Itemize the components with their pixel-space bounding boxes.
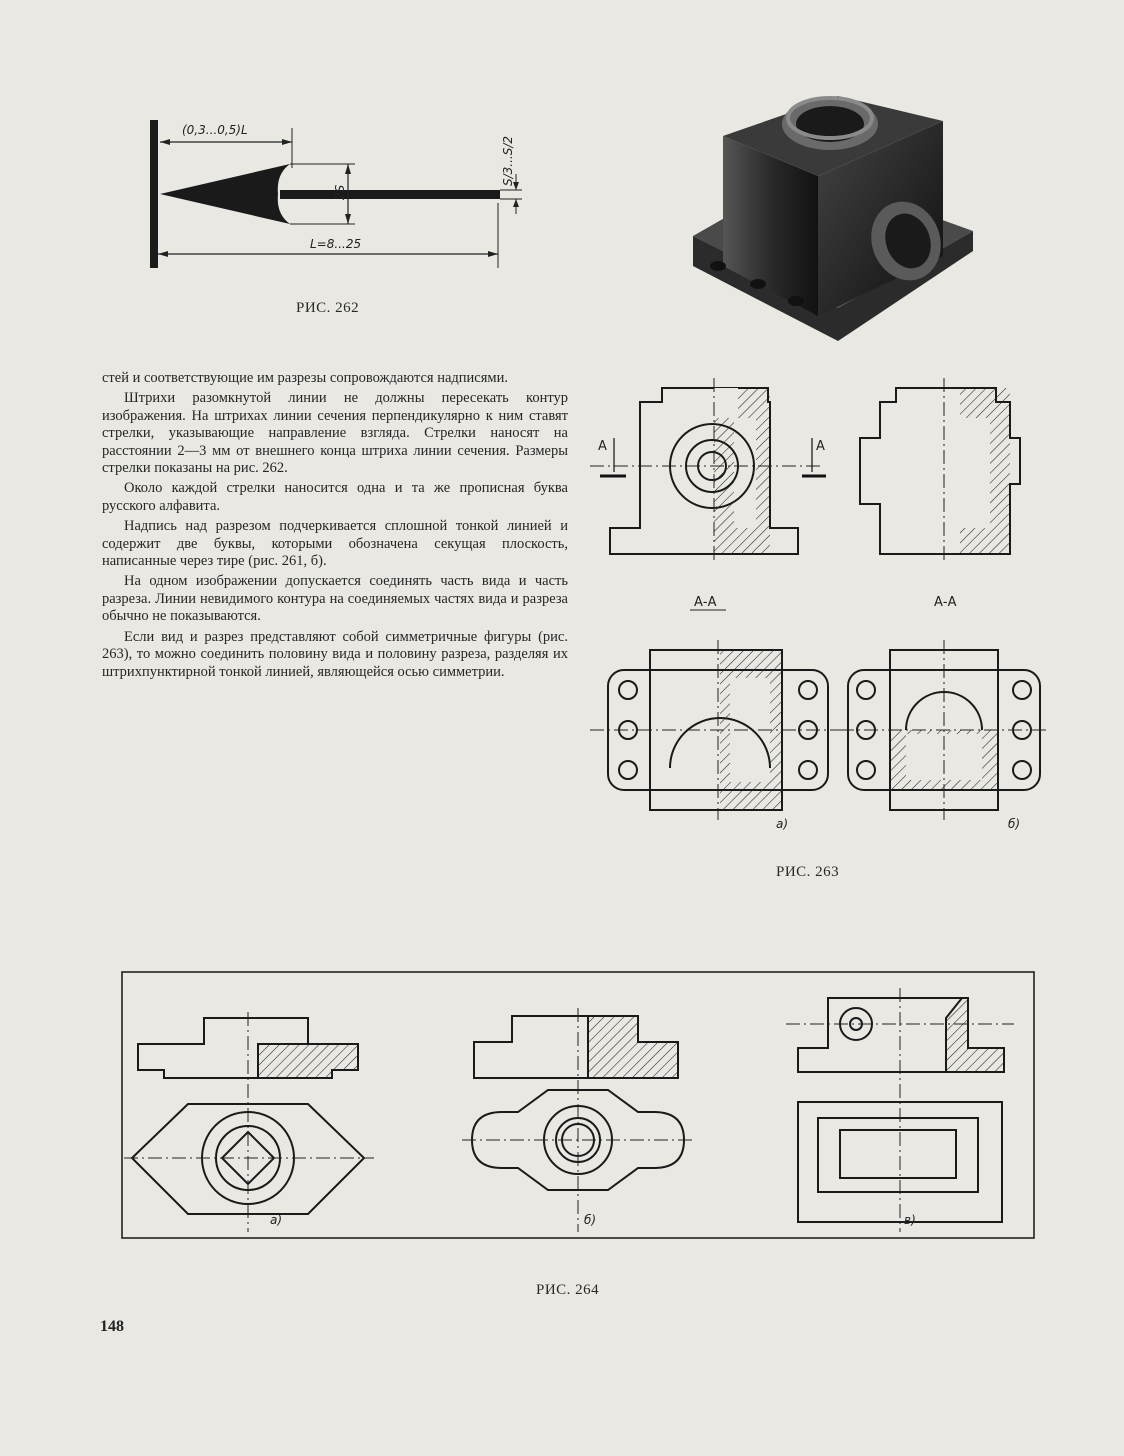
page-number: 148 bbox=[100, 1318, 124, 1335]
paragraph-4: Надпись над разрезом подчеркивается сплошной тонкой линией и содержит две буквы, которыми обозначена секущая плоскость, написанные через тире (рис. 261, б). bbox=[102, 518, 568, 570]
fig264-sub-a: а) bbox=[270, 1213, 283, 1227]
fig263-section-label-a: А-А bbox=[694, 595, 717, 610]
paragraph-1: стей и соответствующие им разрезы сопровождаются надписями. bbox=[102, 370, 508, 386]
body-text bbox=[102, 370, 568, 684]
paragraph-2: Штрихи разомкнутой линии не должны пересекать контур изображения. На штрихах линии сечения перпендикулярно к ним ставят стрелки, указывающие направление взгляда. Стрелки наносят на расстоянии 2—3 мм от внешнего конца штриха линии сечения. Размеры стрелки показаны на рис. 262. bbox=[102, 390, 568, 477]
fig263-3d-part-image bbox=[688, 76, 988, 356]
fig263-caption: РИС. 263 bbox=[776, 864, 840, 880]
fig263-cut-letter-left: A bbox=[598, 439, 607, 454]
fig264-caption: РИС. 264 bbox=[536, 1282, 600, 1298]
fig262-dim-s: S/3...S/2 bbox=[501, 135, 515, 186]
fig263-sub-a: а) bbox=[776, 817, 789, 831]
fig264-exercise-panel bbox=[118, 968, 1038, 1244]
paragraph-3: Около каждой стрелки наносится одна и та же прописная буква русского алфавита. bbox=[102, 480, 568, 514]
fig262-arrow-diagram bbox=[140, 108, 540, 278]
paragraph-5: На одном изображении допускается соединять часть вида и часть разреза. Линии невидимого контура на соединяемых частях вида и разреза обычно не показываются. bbox=[102, 573, 568, 625]
fig263-drawings bbox=[590, 378, 1050, 838]
paragraph-6: Если вид и разрез представляют собой симметричные фигуры (рис. 263), то можно соединить половину вида и половину разреза, разделяя их штрихпунктирной тонкой линией, являющейся осью симметрии. bbox=[102, 628, 568, 680]
fig263-cut-letter-right: A bbox=[816, 439, 825, 454]
fig262-dim-bottom: L=8...25 bbox=[310, 237, 362, 251]
fig264-sub-b: б) bbox=[584, 1213, 597, 1227]
fig262-caption: РИС. 262 bbox=[296, 300, 360, 316]
fig262-dim-top: (0,3...0,5)L bbox=[182, 123, 248, 137]
fig262-dim-2s: 2S bbox=[333, 184, 347, 200]
fig263-section-label-b: А-А bbox=[934, 595, 957, 610]
fig263-sub-b: б) bbox=[1008, 817, 1021, 831]
fig264-sub-c: в) bbox=[904, 1213, 916, 1227]
